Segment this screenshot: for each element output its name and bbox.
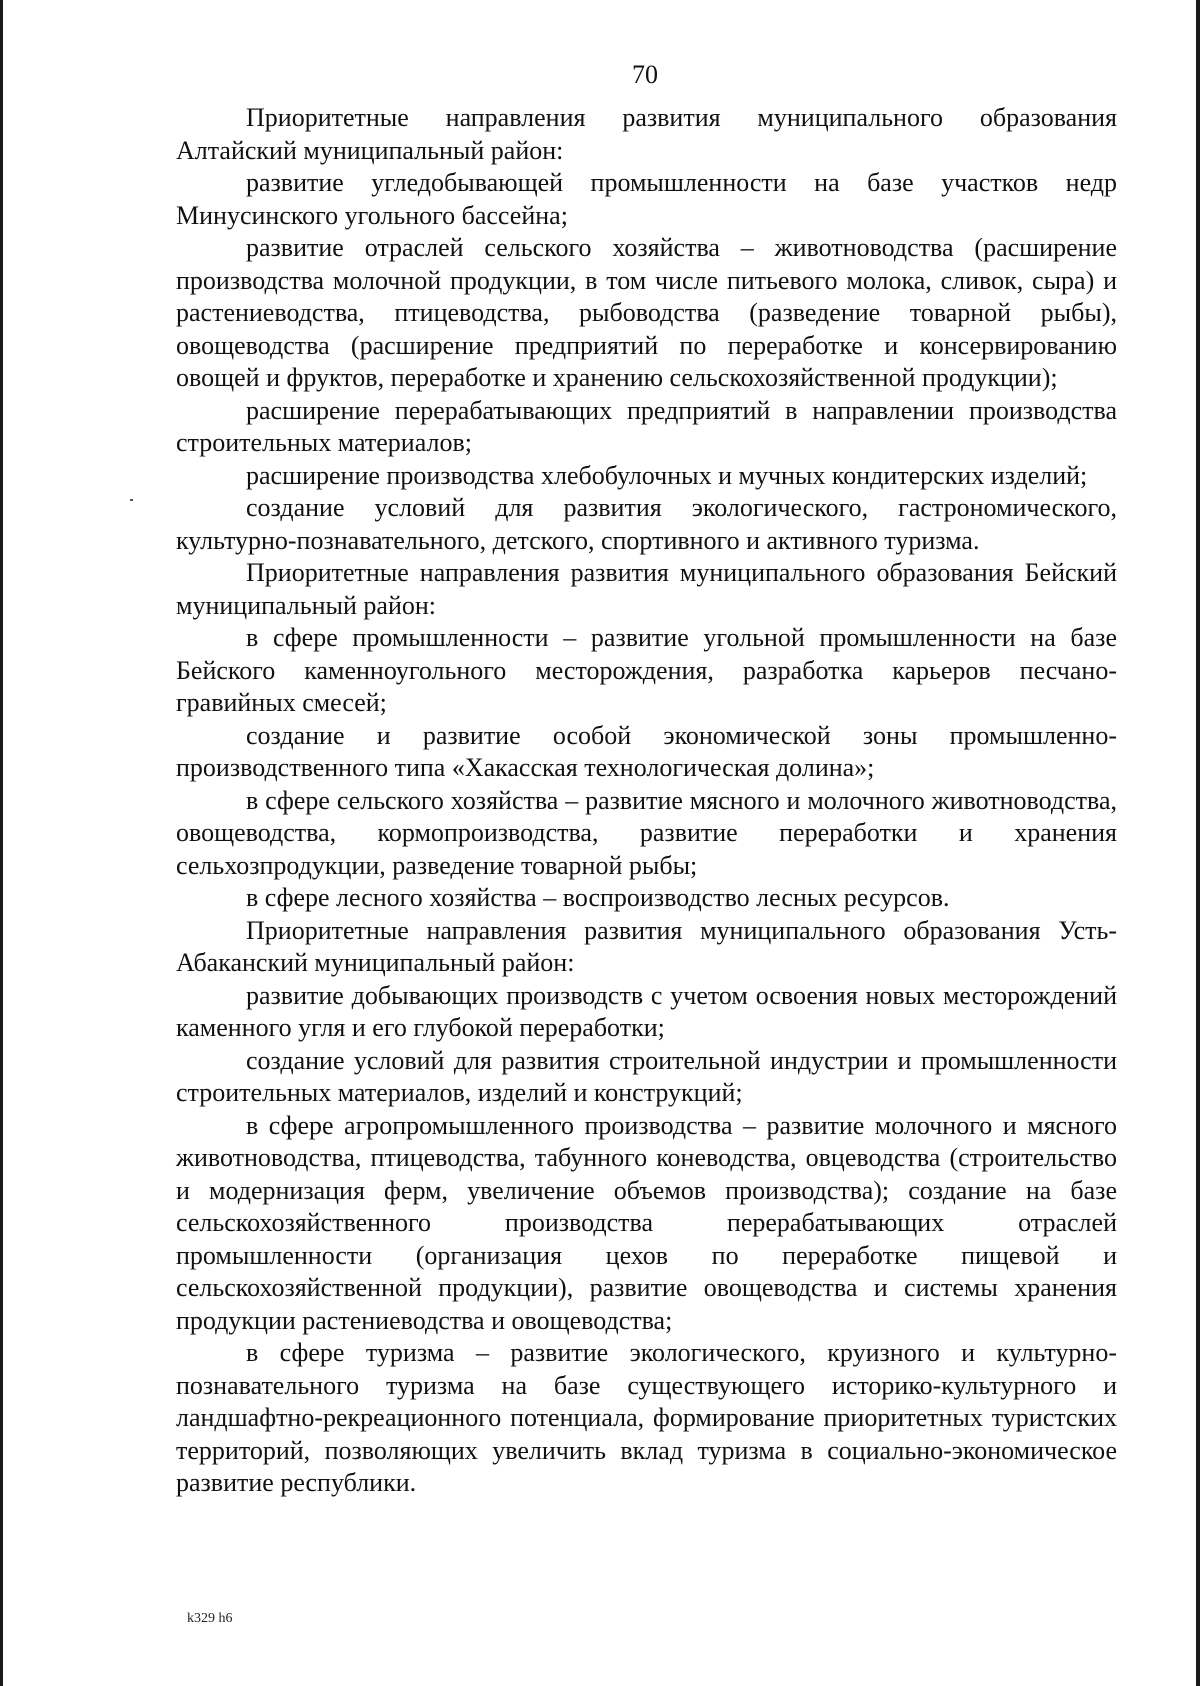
paragraph-altai-bakery: расширение производства хлебобулочных и мучных кондитерских изделий; [246, 460, 1088, 490]
page-number: 70 [632, 60, 658, 89]
paragraph-ust-abakan-mining: развитие добывающих производств с учетом освоения новых месторождений каменного угля и его глубокой переработки; [176, 980, 1117, 1042]
paragraph-beya-forestry: в сфере лесного хозяйства – воспроизводство лесных ресурсов. [246, 883, 950, 912]
scan-edge-right [1196, 0, 1200, 1686]
footer-code: k329 h6 [187, 1611, 233, 1626]
paragraph-altai-processing: расширение перерабатывающих предприятий в направлении производства строительных материалов; [176, 395, 1117, 457]
paragraph-altai-coal: развитие угледобывающей промышленности на базе участков недр Минусинского угольного бассейна; [176, 168, 1117, 230]
scan-speck [130, 499, 133, 501]
paragraph-beya-industry: в сфере промышленности – развитие угольной промышленности на базе Бейского каменноугольного месторождения, разработка карьеров песчано-гравийных смесей; [176, 623, 1117, 717]
paragraph-altai-heading: Приоритетные направления развития муниципального образования Алтайский муниципальный район: [176, 103, 1117, 165]
paragraph-altai-tourism: создание условий для развития экологического, гастрономического, культурно-познавательного, детского, спортивного и активного туризма. [176, 493, 1117, 555]
paragraph-ust-abakan-heading: Приоритетные направления развития муниципального образования Усть-Абаканский муниципальный район: [176, 915, 1117, 977]
document-body [176, 102, 1117, 1500]
paragraph-beya-heading: Приоритетные направления развития муниципального образования Бейский муниципальный район: [176, 558, 1117, 620]
paragraph-beya-economic-zone: создание и развитие особой экономической зоны промышленно-производственного типа «Хакасская технологическая долина»; [176, 720, 1117, 782]
scan-edge-left [0, 0, 3, 1686]
paragraph-ust-abakan-construction: создание условий для развития строительной индустрии и промышленности строительных материалов, изделий и конструкций; [176, 1045, 1117, 1107]
paragraph-ust-abakan-tourism: в сфере туризма – развитие экологического, круизного и культурно-познавательного туризма на базе существующего историко-культурного и ландшафтно-рекреационного потенциала, формирование приоритетных туристских территорий, позволяющих увеличить вклад туризма в социально-экономическое развитие республики. [176, 1338, 1117, 1497]
paragraph-beya-agriculture: в сфере сельского хозяйства – развитие мясного и молочного животноводства, овощеводства, кормопроизводства, развитие переработки и хранения сельхозпродукции, разведение товарной рыбы; [176, 785, 1117, 880]
paragraph-ust-abakan-agro: в сфере агропромышленного производства – развитие молочного и мясного животноводства, птицеводства, табунного коневодства, овцеводства (строительство и модернизация ферм, увеличение объемов производства); создание на базе сельскохозяйственного производства перерабатывающих отраслей промышленности (организация цехов по переработке пищевой и сельскохозяйственной продукции), развитие овощеводства и системы хранения продукции растениеводства и овощеводства; [176, 1110, 1117, 1335]
paragraph-altai-agriculture: развитие отраслей сельского хозяйства – животноводства (расширение производства молочной продукции, в том числе питьевого молока, сливок, сыра) и растениеводства, птицеводства, рыбоводства (разведение товарной рыбы), овощеводства (расширение предприятий по переработке и консервированию овощей и фруктов, переработке и хранению сельскохозяйственной продукции); [176, 233, 1117, 392]
